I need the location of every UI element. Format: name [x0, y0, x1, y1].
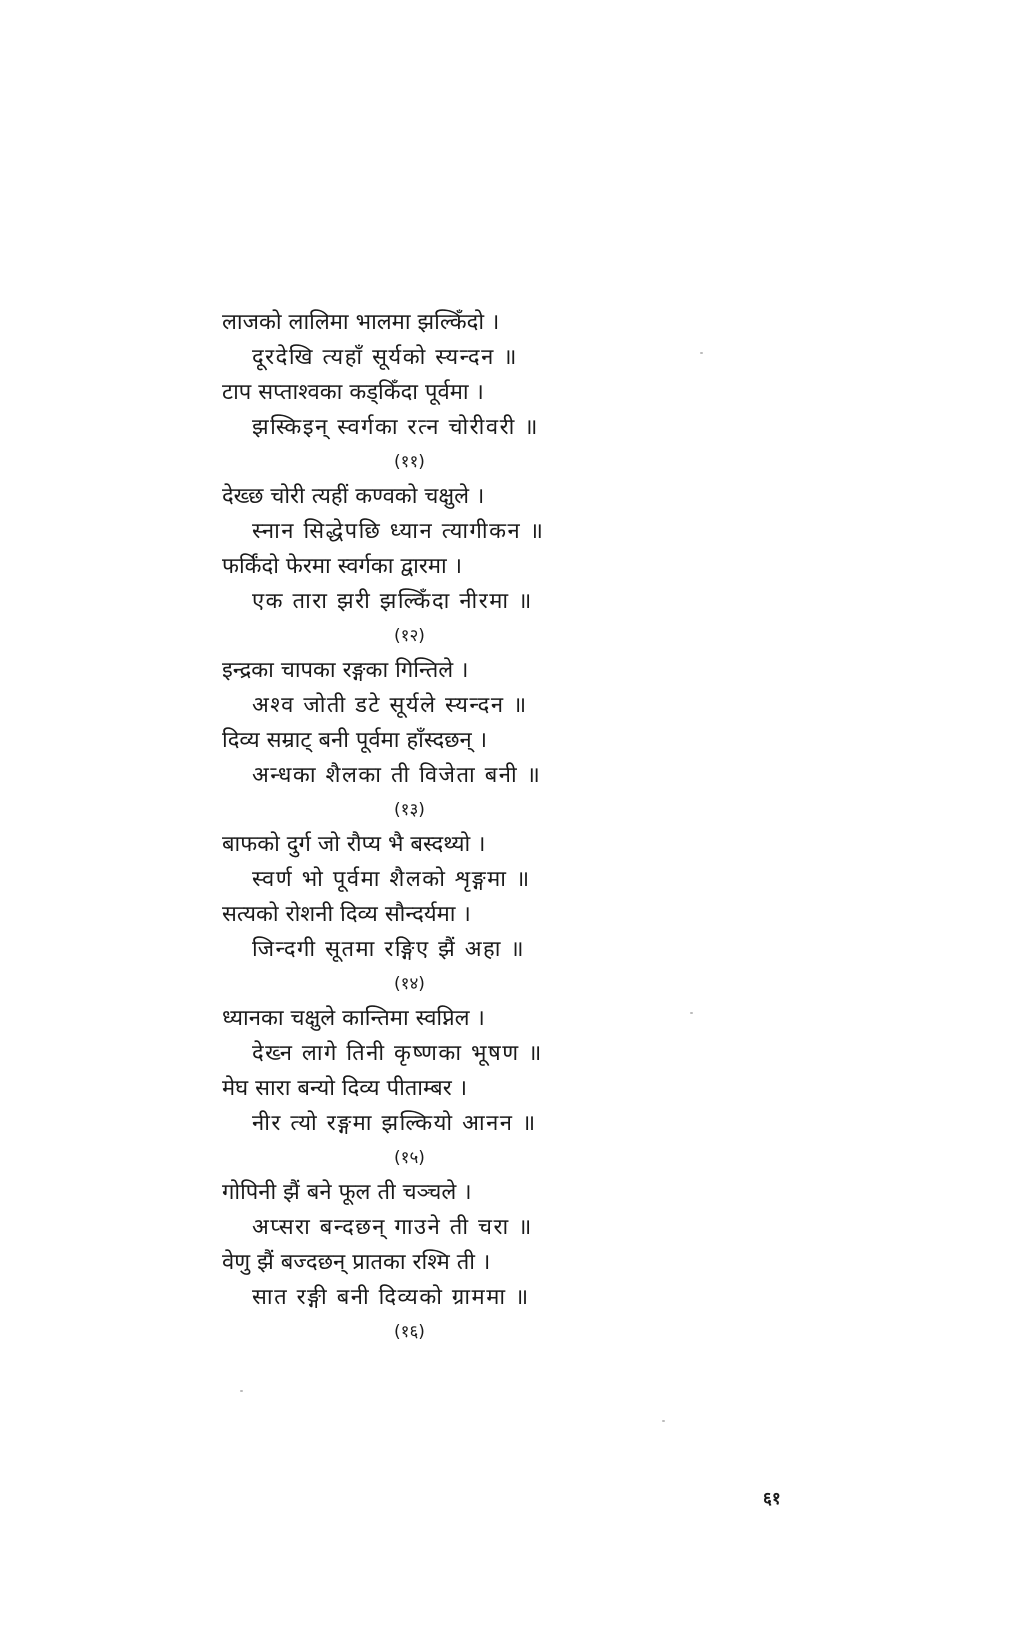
verse-number: (१६)	[394, 1322, 425, 1342]
verse-line: वेणु झैं बज्दछन् प्रातका रश्मि ती ।	[222, 1250, 491, 1275]
verse-line: सत्यको रोशनी दिव्य सौन्दर्यमा ।	[222, 902, 471, 927]
verse-line: लाजको लालिमा भालमा झल्किँदो ।	[222, 310, 500, 335]
verse-line: गोपिनी झैं बने फूल ती चञ्चले ।	[222, 1180, 472, 1205]
verse-line: नीर त्यो रङ्गमा झल्कियो आनन ॥	[252, 1111, 537, 1136]
print-speck	[240, 1390, 243, 1392]
verse-line: दिव्य सम्राट् बनी पूर्वमा हाँस्दछन् ।	[222, 728, 488, 753]
verse-line: मेघ सारा बन्यो दिव्य पीताम्बर ।	[222, 1076, 468, 1101]
verse-number: (१५)	[394, 1148, 425, 1168]
poem-body	[222, 305, 642, 1349]
verse-line: बाफको दुर्ग जो रौप्य भै बस्दथ्यो ।	[222, 832, 486, 857]
page-number: ६१	[763, 1489, 781, 1509]
verse-line: स्नान सिद्धेपछि ध्यान त्यागीकन ॥	[252, 519, 545, 544]
verse-line: स्वर्ण भो पूर्वमा शैलको शृङ्गमा ॥	[252, 867, 531, 892]
stanza-16	[222, 1175, 642, 1349]
verse-number: (१३)	[394, 800, 425, 820]
verse-line: झस्किइन् स्वर्गका रत्न चोरीवरी ॥	[252, 415, 539, 440]
stanza-13	[222, 653, 642, 827]
verse-number: (१४)	[394, 974, 425, 994]
verse-line: सात रङ्गी बनी दिव्यको ग्राममा ॥	[252, 1285, 530, 1310]
verse-line: अश्व जोती डटे सूर्यले स्यन्दन ॥	[252, 693, 528, 718]
stanza-11	[222, 305, 642, 479]
verse-line: अन्धका शैलका ती विजेता बनी ॥	[252, 763, 542, 788]
verse-line: दूरदेखि त्यहाँ सूर्यको स्यन्दन ॥	[252, 345, 518, 370]
verse-line: टाप सप्ताश्वका कड्किँदा पूर्वमा ।	[222, 380, 484, 405]
verse-number: (१२)	[394, 626, 425, 646]
print-speck	[662, 1420, 665, 1422]
verse-line: इन्द्रका चापका रङ्गका गिन्तिले ।	[222, 658, 469, 683]
stanza-12	[222, 479, 642, 653]
stanza-15	[222, 1001, 642, 1175]
verse-line: एक तारा झरी झल्किँदा नीरमा ॥	[252, 589, 533, 614]
print-speck	[700, 352, 703, 354]
verse-line: ध्यानका चक्षुले कान्तिमा स्वप्निल ।	[222, 1006, 485, 1031]
stanza-14	[222, 827, 642, 1001]
verse-number: (११)	[394, 452, 425, 472]
verse-line: देख्न लागे तिनी कृष्णका भूषण ॥	[252, 1041, 543, 1066]
verse-line: अप्सरा बन्दछन् गाउने ती चरा ॥	[252, 1215, 533, 1240]
verse-line: देख्छ चोरी त्यहीं कण्वको चक्षुले ।	[222, 484, 485, 509]
print-speck	[690, 1012, 693, 1014]
verse-line: जिन्दगी सूतमा रङ्गिए झैं अहा ॥	[252, 937, 526, 962]
verse-line: फर्किंदो फेरमा स्वर्गका द्वारमा ।	[222, 554, 463, 579]
